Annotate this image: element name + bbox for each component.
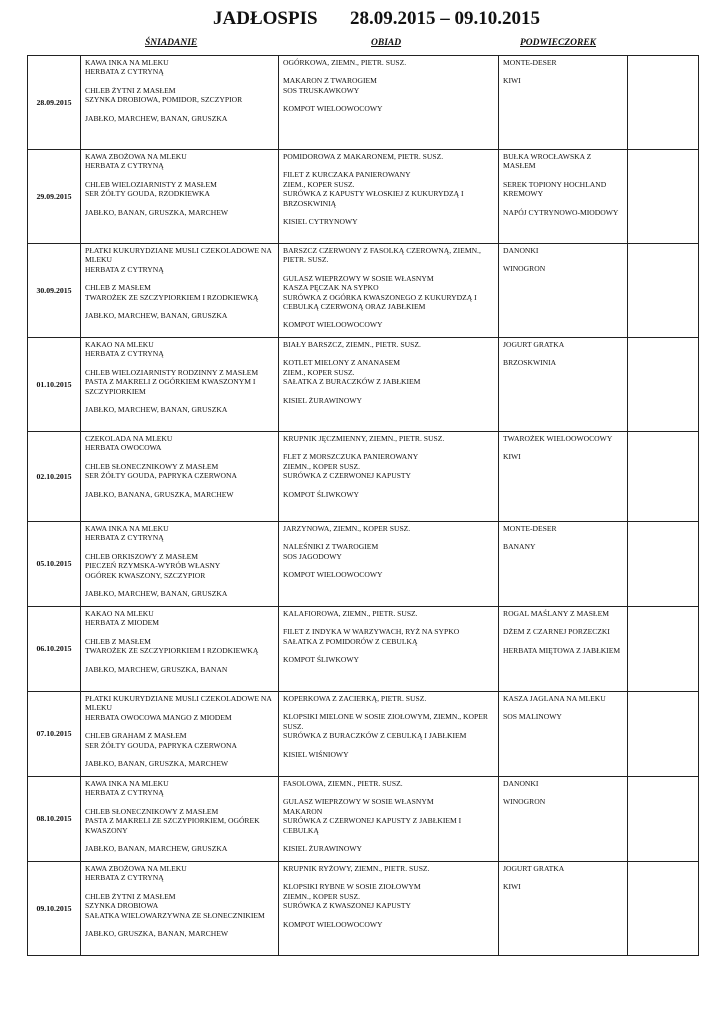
menu-item: KOMPOT ŚLIWKOWY xyxy=(283,655,360,665)
menu-item-group xyxy=(283,609,494,618)
breakfast-cell xyxy=(81,432,279,522)
snack-cell xyxy=(499,432,628,522)
empty-cell xyxy=(628,244,699,338)
menu-item: KAKAO NA MLEKU xyxy=(85,609,154,618)
menu-item-group xyxy=(283,882,494,910)
snack-cell xyxy=(499,56,628,150)
table-row xyxy=(28,607,699,692)
menu-item-group xyxy=(283,524,494,533)
menu-item-group xyxy=(283,750,494,759)
menu-item: ZIEMN., KOPER SUSZ. xyxy=(283,891,360,901)
empty-cell xyxy=(628,607,699,692)
menu-item: MAKARON xyxy=(283,806,323,816)
menu-item-group xyxy=(503,358,623,367)
menu-item: KOMPOT WIELOOWOCOWY xyxy=(283,919,383,929)
breakfast-cell xyxy=(81,862,279,956)
menu-item: KLOPSIKI MIELONE W SOSIE ZIOŁOWYM, ZIEMN., KOPER SUSZ. xyxy=(283,712,488,731)
menu-item: KAWA INKA NA MLEKU xyxy=(85,779,169,788)
menu-item-group xyxy=(283,712,494,740)
table-row xyxy=(28,338,699,432)
menu-item: CHLEB ORKISZOWY Z MASŁEM xyxy=(85,551,198,561)
menu-item-group xyxy=(503,646,623,655)
menu-item-group xyxy=(85,114,274,123)
menu-item: PASTA Z MAKRELI Z OGÓRKIEM KWASZONYM I SZCZYPIORKIEM xyxy=(85,377,256,396)
snack-cell xyxy=(499,522,628,607)
menu-item: WINOGRON xyxy=(503,264,546,274)
menu-item: MONTE-DESER xyxy=(503,58,557,67)
menu-item: CHLEB SŁONECZNIKOWY Z MASŁEM xyxy=(85,461,219,471)
menu-item-group xyxy=(85,665,274,674)
day-date: 29.09.2015 xyxy=(28,150,81,244)
menu-item: JABŁKO, BANAN, GRUSZKA, MARCHEW xyxy=(85,207,229,217)
snack-cell xyxy=(499,692,628,777)
menu-item-group xyxy=(283,170,494,208)
table-row xyxy=(28,692,699,777)
menu-item: TWAROŻEK ZE SZCZYPIORKIEM I RZODKIEWKĄ xyxy=(85,292,259,302)
menu-item-group xyxy=(283,396,494,405)
menu-item: KRUPNIK JĘCZMIENNY, ZIEMN., PIETR. SUSZ. xyxy=(283,434,445,443)
menu-item-group xyxy=(85,864,274,883)
menu-item: FILET Z INDYKA W WARZYWACH, RYŻ NA SYPKO xyxy=(283,627,460,637)
header-lunch: OBIAD xyxy=(371,38,402,48)
menu-item-group xyxy=(503,882,623,891)
menu-item-group xyxy=(283,58,494,67)
menu-item: SZYNKA DROBIOWA xyxy=(85,901,159,911)
menu-item-group xyxy=(85,524,274,543)
menu-item-group xyxy=(503,76,623,85)
menu-item-group xyxy=(283,340,494,349)
lunch-cell xyxy=(279,150,499,244)
menu-item-group xyxy=(503,797,623,806)
menu-item: SAŁATKA Z POMIDORÓW Z CEBULKĄ xyxy=(283,636,418,646)
menu-item-group xyxy=(503,542,623,551)
snack-cell xyxy=(499,607,628,692)
menu-title: JADŁOSPIS xyxy=(213,8,318,29)
menu-item-group xyxy=(85,759,274,768)
menu-item: TWAROŻEK ZE SZCZYPIORKIEM I RZODKIEWKĄ xyxy=(85,646,259,656)
menu-item-group xyxy=(85,609,274,628)
menu-item: KIWI xyxy=(503,452,521,462)
menu-item: HERBATA Z CYTRYNĄ xyxy=(85,161,164,171)
table-row xyxy=(28,150,699,244)
menu-item: KASZA JAGLANA NA MLEKU xyxy=(503,694,606,703)
day-date: 02.10.2015 xyxy=(28,432,81,522)
day-date: 28.09.2015 xyxy=(28,56,81,150)
empty-cell xyxy=(628,150,699,244)
empty-cell xyxy=(628,862,699,956)
empty-cell xyxy=(628,777,699,862)
menu-item-group xyxy=(503,609,623,618)
menu-item-group xyxy=(85,152,274,171)
menu-item-group xyxy=(85,58,274,77)
menu-item-group xyxy=(85,637,274,656)
menu-item-group xyxy=(85,892,274,920)
menu-item-group xyxy=(283,864,494,873)
lunch-cell xyxy=(279,338,499,432)
menu-item: KOMPOT ŚLIWKOWY xyxy=(283,489,360,499)
table-row xyxy=(28,432,699,522)
menu-item: DANONKI xyxy=(503,779,539,788)
menu-item-group xyxy=(85,589,274,598)
breakfast-cell xyxy=(81,777,279,862)
menu-item: SURÓWKA Z KAPUSTY WŁOSKIEJ Z KUKURYDZĄ I BRZOSKWINIĄ xyxy=(283,189,464,208)
menu-item: PŁATKI KUKURYDZIANE MUSLI CZEKOLADOWE NA MLEKU xyxy=(85,246,272,265)
lunch-cell xyxy=(279,607,499,692)
menu-item: MAKARON Z TWAROGIEM xyxy=(283,76,377,86)
menu-item-group xyxy=(283,570,494,579)
menu-item: ZIEM., KOPER SUSZ. xyxy=(283,367,355,377)
menu-item: SER ŻÓŁTY GOUDA, PAPRYKA CZERWONA xyxy=(85,471,237,481)
menu-item-group xyxy=(85,434,274,453)
menu-item: KAWA INKA NA MLEKU xyxy=(85,524,169,533)
lunch-cell xyxy=(279,244,499,338)
menu-item: KAWA INKA NA MLEKU xyxy=(85,58,169,67)
menu-item: KOMPOT WIELOOWOCOWY xyxy=(283,570,383,580)
menu-item-group xyxy=(85,807,274,835)
menu-item: BANANY xyxy=(503,542,536,552)
menu-item: JOGURT GRATKA xyxy=(503,340,565,349)
menu-item: MONTE-DESER xyxy=(503,524,557,533)
snack-cell xyxy=(499,338,628,432)
breakfast-cell xyxy=(81,607,279,692)
menu-item-group xyxy=(283,434,494,443)
menu-item: CZEKOLADA NA MLEKU xyxy=(85,434,173,443)
day-date: 08.10.2015 xyxy=(28,777,81,862)
menu-item: SER ŻÓŁTY GOUDA, RZODKIEWKA xyxy=(85,189,211,199)
menu-item-group xyxy=(85,311,274,320)
menu-item: SER ŻÓŁTY GOUDA, PAPRYKA CZERWONA xyxy=(85,740,237,750)
menu-item: OGÓREK KWASZONY, SZCZYPIOR xyxy=(85,570,206,580)
menu-item: SOS JAGODOWY xyxy=(283,551,342,561)
menu-item: KIWI xyxy=(503,882,521,892)
menu-item: HERBATA Z CYTRYNĄ xyxy=(85,67,164,77)
snack-cell xyxy=(499,862,628,956)
menu-item: DANONKI xyxy=(503,246,539,255)
menu-item: JABŁKO, MARCHEW, BANAN, GRUSZKA xyxy=(85,113,228,123)
menu-item-group xyxy=(283,542,494,561)
menu-item-group xyxy=(503,264,623,273)
menu-item: SURÓWKA Z CZERWONEJ KAPUSTY xyxy=(283,471,412,481)
menu-item: NAPÓJ CYTRYNOWO-MIODOWY xyxy=(503,207,619,217)
table-row xyxy=(28,244,699,338)
menu-item-group xyxy=(503,58,623,67)
menu-item: POMIDOROWA Z MAKARONEM, PIETR. SUSZ. xyxy=(283,152,444,161)
menu-item: KISIEL WIŚNIOWY xyxy=(283,749,349,759)
menu-item-group xyxy=(85,694,274,722)
menu-item: SURÓWKA Z KWASZONEJ KAPUSTY xyxy=(283,901,412,911)
lunch-cell xyxy=(279,432,499,522)
menu-item-group xyxy=(283,274,494,312)
menu-item-group xyxy=(283,358,494,386)
menu-item: SOS MALINOWY xyxy=(503,712,562,722)
menu-item: HERBATA Z CYTRYNĄ xyxy=(85,349,164,359)
empty-cell xyxy=(628,432,699,522)
day-date: 30.09.2015 xyxy=(28,244,81,338)
menu-item: PŁATKI KUKURYDZIANE MUSLI CZEKOLADOWE NA MLEKU xyxy=(85,694,272,713)
menu-item: HERBATA OWOCOWA xyxy=(85,443,162,453)
menu-item: JABŁKO, MARCHEW, BANAN, GRUSZKA xyxy=(85,405,228,415)
menu-item: HERBATA OWOCOWA MANGO Z MIODEM xyxy=(85,712,232,722)
menu-item: KISIEL CYTRYNOWY xyxy=(283,217,358,227)
menu-item: WINOGRON xyxy=(503,797,546,807)
breakfast-cell xyxy=(81,692,279,777)
menu-item: PIECZEŃ RZYMSKA-WYRÓB WŁASNY xyxy=(85,561,221,571)
menu-item: NALEŚNIKI Z TWAROGIEM xyxy=(283,542,379,552)
breakfast-cell xyxy=(81,522,279,607)
menu-item: KISIEL ŻURAWINOWY xyxy=(283,395,363,405)
menu-item: ZIEMN., KOPER SUSZ. xyxy=(283,461,360,471)
snack-cell xyxy=(499,150,628,244)
menu-item-group xyxy=(85,929,274,938)
menu-item-group xyxy=(283,844,494,853)
menu-item-group xyxy=(503,452,623,461)
empty-cell xyxy=(628,692,699,777)
menu-item-group xyxy=(503,434,623,443)
menu-item-group xyxy=(283,920,494,929)
breakfast-cell xyxy=(81,244,279,338)
menu-item: JABŁKO, BANAN, MARCHEW, GRUSZKA xyxy=(85,844,228,854)
menu-item-group xyxy=(503,712,623,721)
day-date: 01.10.2015 xyxy=(28,338,81,432)
menu-item: CHLEB ŻYTNI Z MASŁEM xyxy=(85,85,176,95)
menu-item: KISIEL ŻURAWINOWY xyxy=(283,844,363,854)
snack-cell xyxy=(499,244,628,338)
breakfast-cell xyxy=(81,338,279,432)
menu-item: GULASZ WIEPRZOWY W SOSIE WŁASNYM xyxy=(283,273,434,283)
menu-item: KAWA ZBOŻOWA NA MLEKU xyxy=(85,864,187,873)
menu-item-group xyxy=(503,180,623,199)
menu-item-group xyxy=(283,694,494,703)
menu-item: ZIEM., KOPER SUSZ. xyxy=(283,179,355,189)
menu-item-group xyxy=(85,779,274,798)
menu-item-group xyxy=(85,208,274,217)
menu-item: SURÓWKA Z OGÓRKA KWASZONEGO Z KUKURYDZĄ I CEBULKĄ CZERWONĄ ORAZ JABŁKIEM xyxy=(283,292,477,312)
menu-item: CHLEB WIELOZIARNISTY RODZINNY Z MASŁEM xyxy=(85,367,259,377)
table-row xyxy=(28,56,699,150)
menu-item: DŻEM Z CZARNEJ PORZECZKI xyxy=(503,627,610,637)
menu-item-group xyxy=(283,779,494,788)
menu-item: JABŁKO, GRUSZKA, BANAN, MARCHEW xyxy=(85,929,229,939)
header-breakfast: ŚNIADANIE xyxy=(145,38,198,48)
menu-item: SZYNKA DROBIOWA, POMIDOR, SZCZYPIOR xyxy=(85,95,243,105)
menu-item-group xyxy=(85,368,274,396)
menu-item-group xyxy=(283,104,494,113)
menu-item: GULASZ WIEPRZOWY W SOSIE WŁASNYM xyxy=(283,797,434,807)
menu-item: JABŁKO, MARCHEW, BANAN, GRUSZKA xyxy=(85,589,228,599)
lunch-cell xyxy=(279,862,499,956)
menu-item-group xyxy=(85,844,274,853)
menu-item-group xyxy=(85,405,274,414)
menu-item: JABŁKO, BANANA, GRUSZKA, MARCHEW xyxy=(85,489,234,499)
menu-item: FASOLOWA, ZIEMN., PIETR. SUSZ. xyxy=(283,779,403,788)
lunch-cell xyxy=(279,522,499,607)
day-date: 09.10.2015 xyxy=(28,862,81,956)
menu-item: ROGAL MAŚLANY Z MASŁEM xyxy=(503,609,609,618)
menu-item-group xyxy=(283,217,494,226)
menu-item: FLET Z MORSZCZUKA PANIEROWANY xyxy=(283,452,419,462)
menu-item-group xyxy=(503,208,623,217)
menu-item-group xyxy=(85,731,274,750)
day-date: 05.10.2015 xyxy=(28,522,81,607)
menu-item: CHLEB WIELOZIARNISTY Z MASŁEM xyxy=(85,179,217,189)
menu-item-group xyxy=(503,152,623,171)
menu-item-group xyxy=(503,340,623,349)
header-snack: PODWIECZOREK xyxy=(520,38,597,48)
menu-item: CHLEB Z MASŁEM xyxy=(85,283,151,293)
menu-item-group xyxy=(85,462,274,481)
menu-item-group xyxy=(85,552,274,580)
lunch-cell xyxy=(279,777,499,862)
empty-cell xyxy=(628,522,699,607)
lunch-cell xyxy=(279,56,499,150)
menu-item: TWAROŻEK WIELOOWOCOWY xyxy=(503,434,613,443)
menu-item: KIWI xyxy=(503,76,521,86)
menu-item-group xyxy=(85,490,274,499)
lunch-cell xyxy=(279,692,499,777)
menu-item: BIAŁY BARSZCZ, ZIEMN., PIETR. SUSZ. xyxy=(283,340,421,349)
menu-item: KOPERKOWA Z ZACIERKĄ, PIETR. SUSZ. xyxy=(283,694,427,703)
menu-item-group xyxy=(85,246,274,274)
menu-item: JABŁKO, MARCHEW, BANAN, GRUSZKA xyxy=(85,311,228,321)
menu-item: BUŁKA WROCŁAWSKA Z MASŁEM xyxy=(503,152,592,171)
menu-item: HERBATA Z CYTRYNĄ xyxy=(85,788,164,798)
empty-cell xyxy=(628,56,699,150)
table-row xyxy=(28,522,699,607)
menu-item: HERBATA Z CYTRYNĄ xyxy=(85,533,164,543)
menu-item: SAŁATKA WIELOWARZYWNA ZE SŁONECZNIKIEM xyxy=(85,910,265,920)
menu-item: OGÓRKOWA, ZIEMN., PIETR. SUSZ. xyxy=(283,58,407,67)
day-date: 06.10.2015 xyxy=(28,607,81,692)
menu-item: JABŁKO, BANAN, GRUSZKA, MARCHEW xyxy=(85,759,229,769)
menu-item: KASZA PĘCZAK NA SYPKO xyxy=(283,283,379,293)
menu-item: HERBATA Z CYTRYNĄ xyxy=(85,873,164,883)
snack-cell xyxy=(499,777,628,862)
menu-item: CHLEB Z MASŁEM xyxy=(85,636,151,646)
table-row xyxy=(28,777,699,862)
menu-table xyxy=(27,55,699,956)
menu-item-group xyxy=(283,246,494,265)
menu-item-group xyxy=(283,152,494,161)
breakfast-cell xyxy=(81,150,279,244)
menu-item: SAŁATKA Z BURACZKÓW Z JABŁKIEM xyxy=(283,377,421,387)
menu-item-group xyxy=(503,864,623,873)
menu-item-group xyxy=(85,180,274,199)
menu-item-group xyxy=(283,655,494,664)
empty-cell xyxy=(628,338,699,432)
menu-item-group xyxy=(283,490,494,499)
menu-item: KOMPOT WIELOOWOCOWY xyxy=(283,320,383,330)
menu-item: HERBATA Z MIODEM xyxy=(85,618,160,628)
menu-item: SOS TRUSKAWKOWY xyxy=(283,85,360,95)
menu-item: KALAFIOROWA, ZIEMN., PIETR. SUSZ. xyxy=(283,609,418,618)
menu-item: HERBATA MIĘTOWA Z JABŁKIEM xyxy=(503,645,621,655)
menu-item-group xyxy=(85,86,274,105)
menu-item: CHLEB ŻYTNI Z MASŁEM xyxy=(85,891,176,901)
menu-item-group xyxy=(85,340,274,359)
menu-item-group xyxy=(283,320,494,329)
menu-item: KAKAO NA MLEKU xyxy=(85,340,154,349)
menu-item: BRZOSKWINIA xyxy=(503,358,557,368)
menu-period: 28.09.2015 – 09.10.2015 xyxy=(350,8,540,29)
menu-item: JARZYNOWA, ZIEMN., KOPER SUSZ. xyxy=(283,524,411,533)
menu-item: SEREK TOPIONY HOCHLAND KREMOWY xyxy=(503,179,607,199)
menu-item-group xyxy=(283,76,494,95)
menu-item-group xyxy=(503,694,623,703)
menu-item: KAWA ZBOŻOWA NA MLEKU xyxy=(85,152,187,161)
menu-item: JABŁKO, MARCHEW, GRUSZKA, BANAN xyxy=(85,664,228,674)
menu-item-group xyxy=(283,797,494,835)
menu-item-group xyxy=(283,452,494,480)
breakfast-cell xyxy=(81,56,279,150)
menu-item: KOTLET MIELONY Z ANANASEM xyxy=(283,358,401,368)
day-date: 07.10.2015 xyxy=(28,692,81,777)
menu-item: KRUPNIK RYŻOWY, ZIEMN., PIETR. SUSZ. xyxy=(283,864,430,873)
menu-item-group xyxy=(503,627,623,636)
menu-item: CHLEB GRAHAM Z MASŁEM xyxy=(85,731,187,741)
menu-item-group xyxy=(503,246,623,255)
menu-item: BARSZCZ CZERWONY Z FASOLKĄ CZEROWNĄ, ZIEMN., PIETR. SUSZ. xyxy=(283,246,481,265)
menu-item: KOMPOT WIELOOWOCOWY xyxy=(283,104,383,114)
document-title xyxy=(0,8,725,32)
menu-item: CHLEB SŁONECZNIKOWY Z MASŁEM xyxy=(85,806,219,816)
table-row xyxy=(28,862,699,956)
menu-item: SURÓWKA Z CZERWONEJ KAPUSTY Z JABŁKIEM I CEBULKĄ xyxy=(283,816,462,835)
menu-item-group xyxy=(85,283,274,302)
menu-item: HERBATA Z CYTRYNĄ xyxy=(85,264,164,274)
menu-item: FILET Z KURCZAKA PANIEROWANY xyxy=(283,170,411,180)
menu-item-group xyxy=(283,627,494,646)
menu-item-group xyxy=(503,779,623,788)
menu-item: KLOPSIKI RYBNE W SOSIE ZIOŁOWYM xyxy=(283,882,421,892)
menu-item-group xyxy=(503,524,623,533)
menu-item: JOGURT GRATKA xyxy=(503,864,565,873)
menu-item: PASTA Z MAKRELI ZE SZCZYPIORKIEM, OGÓREK KWASZONY xyxy=(85,816,260,835)
menu-item: SURÓWKA Z BURACZKÓW Z CEBULKĄ I JABŁKIEM xyxy=(283,731,467,741)
